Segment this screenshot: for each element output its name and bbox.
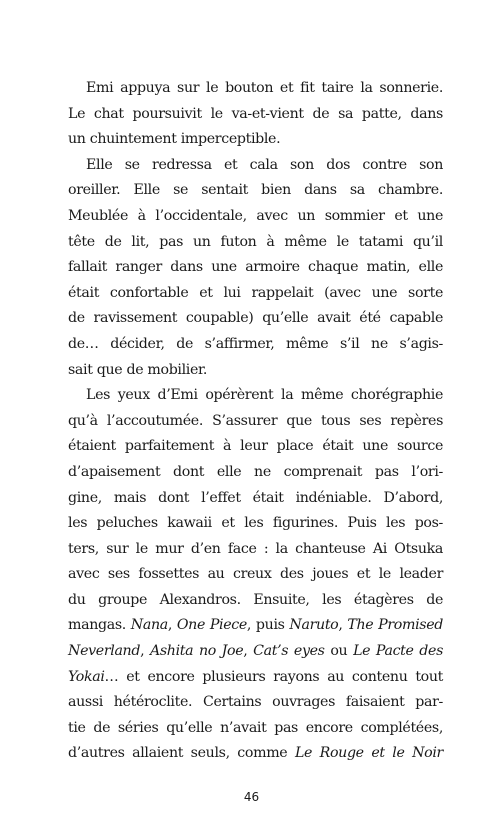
text-line [68, 127, 443, 153]
text-segment: oreiller. Elle se sentait bien dans sa chambre. [68, 182, 443, 199]
text-segment: Les yeux d’Emi opérèrent la même chorégraphie [86, 387, 443, 404]
text-line [68, 306, 443, 332]
text-line [68, 511, 443, 537]
text-segment: Meublée à l’occidentale, avec un sommier et une [68, 207, 443, 224]
text-segment: , [167, 617, 177, 634]
text-segment: gine, mais dont l’effet était indéniable. D’abord, [68, 489, 443, 506]
text-line [68, 178, 443, 204]
text-segment: tête de lit, pas un futon à même le tatami qu’il [68, 233, 443, 250]
text-line [68, 741, 443, 767]
text-line [68, 383, 443, 409]
text-segment: , [338, 617, 348, 634]
text-line [68, 639, 443, 665]
italic-title: Cat’s eyes [253, 643, 325, 660]
italic-title: The Promised [347, 617, 443, 634]
page-number: 46 [243, 790, 260, 804]
text-line [68, 102, 443, 128]
text-line [68, 230, 443, 256]
text-segment: d’autres allaient seuls, comme [68, 745, 295, 762]
italic-title: Ashita no Joe [149, 643, 244, 660]
text-segment: , puis [246, 617, 290, 634]
text-segment: tie de séries qu’elle n’avait pas encore complétées, [68, 719, 443, 736]
text-line [68, 613, 443, 639]
text-line [68, 562, 443, 588]
text-segment: mangas. [68, 617, 131, 634]
text-segment: d’apaisement dont elle ne comprenait pas l’ori- [68, 463, 443, 480]
text-segment: fallait ranger dans une armoire chaque matin, elle [68, 259, 443, 276]
italic-title: Le Rouge et le Noir [294, 745, 443, 762]
body-text [68, 76, 443, 767]
text-segment: , [140, 643, 150, 660]
text-segment: de… décider, de s’affirmer, même s’il ne s’agis- [68, 335, 443, 352]
text-line [68, 716, 443, 742]
text-line [68, 690, 443, 716]
text-line [68, 76, 443, 102]
text-line [68, 665, 443, 691]
text-segment: ou [324, 643, 354, 660]
text-segment: étaient parfaitement à leur place était une source [68, 438, 443, 455]
text-line [68, 281, 443, 307]
italic-title: Neverland [68, 643, 141, 660]
text-line [68, 537, 443, 563]
text-segment: , [243, 643, 254, 660]
text-segment: les peluches kawaii et les figurines. Puis les pos- [68, 515, 443, 532]
text-segment: sait que de mobilier. [68, 361, 208, 378]
text-line [68, 460, 443, 486]
text-line [68, 204, 443, 230]
text-segment: un chuintement imperceptible. [68, 131, 281, 148]
text-segment: était confortable et lui rappelait (avec une sorte [68, 284, 443, 301]
italic-title: Le Pacte des [353, 643, 444, 660]
text-line [68, 153, 443, 179]
text-line [68, 255, 443, 281]
text-segment: … et encore plusieurs rayons au contenu tout [104, 668, 443, 685]
text-line [68, 434, 443, 460]
italic-title: Nana [130, 617, 168, 634]
text-line [68, 358, 443, 384]
text-segment: avec ses fossettes au creux des joues et le leader [68, 566, 443, 583]
text-line [68, 409, 443, 435]
text-segment: ters, sur le mur d’en face : la chanteuse Ai Otsuka [68, 540, 443, 557]
text-segment: qu’à l’accoutumée. S’assurer que tous ses repères [68, 412, 443, 429]
text-line [68, 332, 443, 358]
text-segment: Elle se redressa et cala son dos contre son [86, 156, 443, 173]
text-segment: Le chat poursuivit le va-et-vient de sa patte, dans [68, 105, 443, 122]
text-segment: aussi hétéroclite. Certains ouvrages faisaient par- [68, 694, 443, 711]
italic-title: Yokai [68, 668, 105, 685]
italic-title: Naruto [289, 617, 339, 634]
text-line [68, 588, 443, 614]
italic-title: One Piece [176, 617, 247, 634]
text-segment: du groupe Alexandros. Ensuite, les étagères de [68, 591, 443, 608]
text-line [68, 486, 443, 512]
text-segment: de ravissement coupable) qu’elle avait été capable [68, 310, 443, 327]
text-segment: Emi appuya sur le bouton et fit taire la sonnerie. [86, 80, 443, 96]
